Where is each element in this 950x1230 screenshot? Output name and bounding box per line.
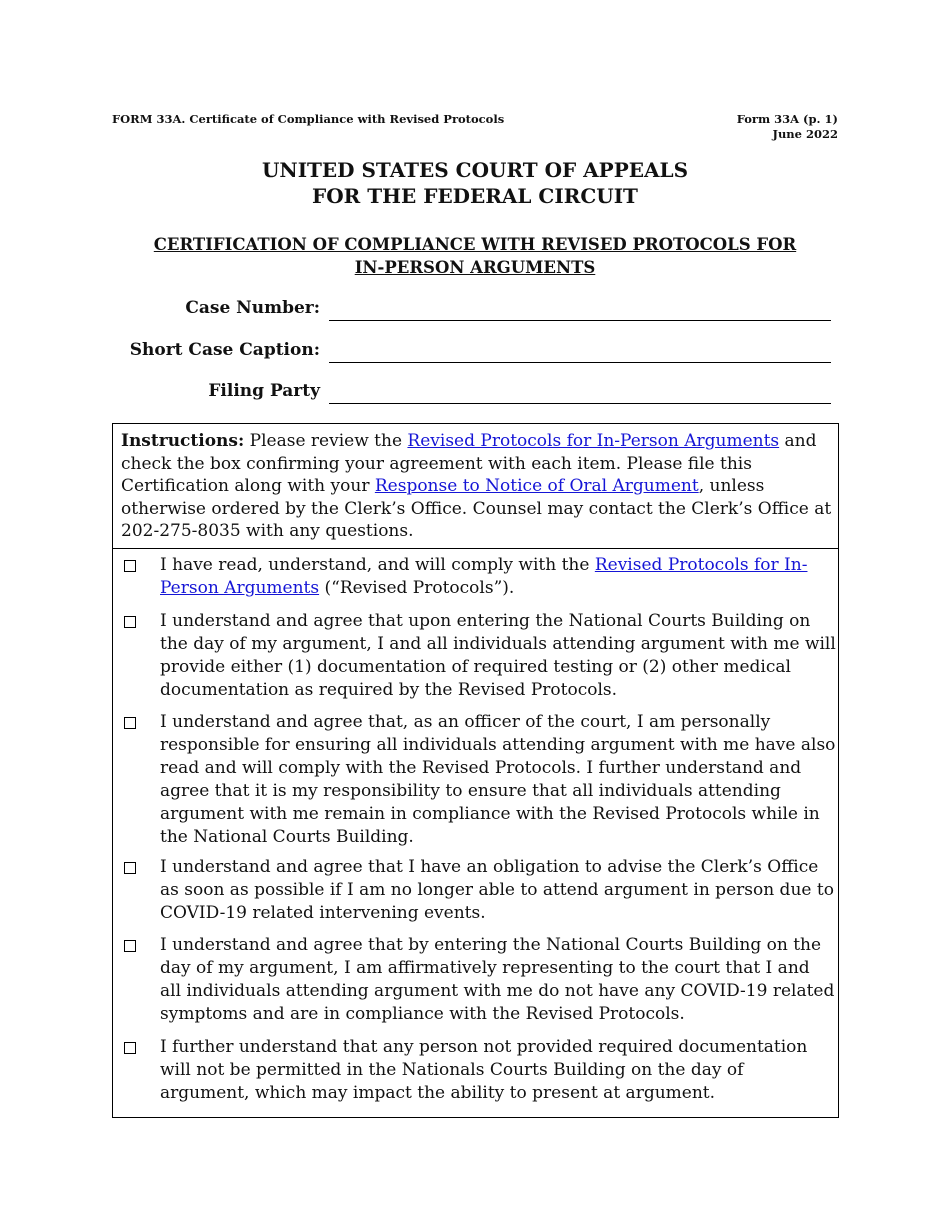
compliance-checkbox-1[interactable] (124, 560, 136, 572)
short-case-caption-field[interactable] (329, 362, 831, 363)
instructions-text-3: , unless otherwise ordered by the Clerk’s Office. Counsel may contact the Clerk’s Office at 202-275-8035 with any questions. (121, 476, 832, 541)
compliance-item-1-text-a: I have read, understand, and will comply with the (160, 555, 595, 575)
item-1-revised-protocols-link[interactable]: Revised Protocols for In-Person Arguments (160, 555, 808, 598)
filing-party-row (0, 381, 950, 415)
certification-title-line2: IN-PERSON ARGUMENTS (354, 258, 596, 277)
short-case-caption-row (0, 340, 950, 374)
form-page-info (737, 112, 838, 142)
compliance-item-1-text (160, 554, 836, 600)
compliance-checkbox-5[interactable] (124, 940, 136, 952)
form-date: June 2022 (772, 127, 838, 141)
case-number-label: Case Number: (185, 298, 320, 318)
compliance-item-6-text: I further understand that any person not provided required documentation will not be permitted in the Nationals Courts Building on the day of argument, which may impact the ability to present at argument. (160, 1037, 808, 1103)
form-page-number: Form 33A (p. 1) (736, 112, 838, 126)
court-name-line2: FOR THE FEDERAL CIRCUIT (312, 184, 638, 208)
compliance-checkbox-3[interactable] (124, 717, 136, 729)
short-case-caption-label: Short Case Caption: (129, 340, 320, 360)
compliance-item-1-text-b: (“Revised Protocols”). (319, 578, 515, 598)
court-name-line1: UNITED STATES COURT OF APPEALS (261, 158, 689, 182)
response-to-notice-link[interactable]: Response to Notice of Oral Argument (374, 476, 699, 496)
revised-protocols-link[interactable]: Revised Protocols for In-Person Arguments (407, 431, 780, 451)
form-title: FORM 33A. Certificate of Compliance with Revised Protocols (112, 112, 505, 126)
instructions (121, 430, 833, 543)
court-name (0, 157, 950, 209)
filing-party-label: Filing Party (208, 381, 320, 401)
compliance-item-4-text: I understand and agree that I have an obligation to advise the Clerk’s Office as soon as possible if I am no longer able to attend argument in person due to COVID-19 related intervening events. (160, 857, 834, 923)
compliance-item-2-text: I understand and agree that upon entering the National Courts Building on the day of my argument, I and all individuals attending argument with me will provide either (1) documentation of required testing or (2) other medical documentation as required by the Revised Protocols. (160, 611, 836, 700)
compliance-checkbox-6[interactable] (124, 1042, 136, 1054)
case-number-row (0, 298, 950, 332)
compliance-item-5-text: I understand and agree that by entering the National Courts Building on the day of my argument, I am affirmatively representing to the court that I and all individuals attending argument with me do not have any COVID-19 related symptoms and are in compliance with the Revised Protocols. (160, 935, 835, 1024)
compliance-item-3-text: I understand and agree that, as an officer of the court, I am personally responsible for ensuring all individuals attending argument with me have also read and will comply with the Revised Protocols. I further understand and agree that it is my responsibility to ensure that all individuals attending argument with me remain in compliance with the Revised Protocols while in the National Courts Building. (160, 712, 836, 847)
instructions-text-2: and check the box confirming your agreement with each item. Please file this Certification along with your (121, 431, 817, 496)
filing-party-field[interactable] (329, 403, 831, 404)
certification-title-line1: CERTIFICATION OF COMPLIANCE WITH REVISED PROTOCOLS FOR (153, 235, 797, 254)
instructions-text-1: Please review the (244, 431, 408, 451)
instructions-divider (113, 548, 838, 549)
instructions-label: Instructions: (121, 431, 245, 451)
certification-box (112, 423, 839, 1118)
compliance-checkbox-4[interactable] (124, 862, 136, 874)
compliance-checkbox-2[interactable] (124, 616, 136, 628)
certification-title (110, 233, 840, 279)
case-number-field[interactable] (329, 320, 831, 321)
